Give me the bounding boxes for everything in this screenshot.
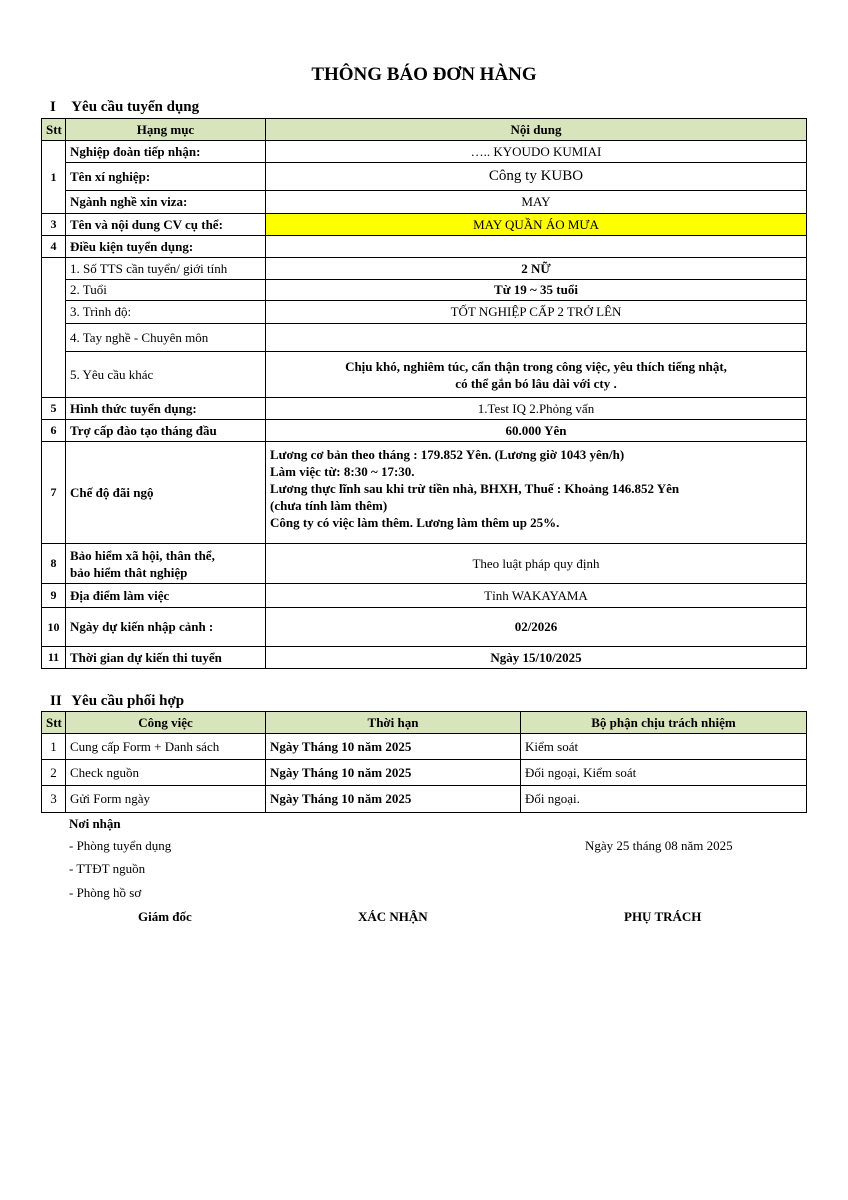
row-stt: 3 [42,214,66,236]
table-row [42,544,807,584]
row-label: Tên và nội dung CV cụ thể: [66,214,266,236]
header-stt: Stt [42,119,66,141]
row-label [66,544,266,584]
row-label: Địa điểm làm việc [66,584,266,608]
header-department: Bộ phận chịu trách nhiệm [521,712,807,734]
benefits-line: Lương thực lĩnh sau khi trừ tiền nhà, BHXH, Thuế : Khoảng 146.852 Yên [270,481,680,496]
row-value-highlighted: MAY QUẦN ÁO MƯA [266,214,807,236]
table-row [42,141,807,163]
row-stt-empty [42,258,66,398]
benefits-line: Công ty có việc làm thêm. Lương làm thêm up 25%. [270,515,560,530]
row-stt: 5 [42,398,66,420]
section-2-heading [50,693,184,710]
section-1-heading [50,99,199,116]
signature-director: Giám đốc [138,909,192,924]
row-value: 02/2026 [266,608,807,647]
recruitment-table [41,118,807,669]
header-content: Nội dung [266,119,807,141]
page-title: THÔNG BÁO ĐƠN HÀNG [311,64,537,85]
header-task: Công việc [66,712,266,734]
table-row [42,258,807,280]
row-deadline: Ngày Tháng 10 năm 2025 [266,786,521,813]
header-item: Hạng mục [66,119,266,141]
table-row [42,324,807,352]
row-value: 60.000 Yên [266,420,807,442]
row-label: Hình thức tuyển dụng: [66,398,266,420]
row-deadline: Ngày Tháng 10 năm 2025 [266,734,521,760]
row-value: Ngày 15/10/2025 [266,647,807,669]
row-label: 2. Tuổi [66,280,266,301]
row-deadline: Ngày Tháng 10 năm 2025 [266,760,521,786]
table-row [42,760,807,786]
row-value-line: Chịu khó, nghiêm túc, cẩn thận trong công việc, yêu thích tiếng nhật, [345,358,727,374]
table-row [42,584,807,608]
row-stt: 4 [42,236,66,258]
benefits-line: (chưa tính làm thêm) [270,498,388,513]
table-row [42,442,807,544]
row-label: 3. Trình độ: [66,301,266,324]
row-value [266,352,807,398]
signature-confirm: XÁC NHẬN [358,909,428,924]
header-stt: Stt [42,712,66,734]
table-row [42,647,807,669]
row-stt: 7 [42,442,66,544]
row-value: Theo luật pháp quy định [266,544,807,584]
row-value: MAY [266,191,807,214]
section-2-number: II [50,693,62,709]
row-value-line: có thể gắn bó lâu dài với cty . [455,375,617,391]
row-label-line: Bảo hiểm xã hội, thân thể, [70,547,215,563]
recipient-item: - TTĐT nguồn [69,861,146,876]
row-task: Cung cấp Form + Danh sách [66,734,266,760]
table-row [42,280,807,301]
document-date: Ngày 25 tháng 08 năm 2025 [585,838,733,853]
row-department: Kiểm soát [521,734,807,760]
section-1-label: Yêu cầu tuyển dụng [71,99,200,115]
row-stt: 9 [42,584,66,608]
row-value: 1.Test IQ 2.Phỏng vấn [266,398,807,420]
row-label: Ngày dự kiến nhập cảnh : [66,608,266,647]
row-stt: 6 [42,420,66,442]
table-row [42,163,807,191]
table-row [42,214,807,236]
row-department: Đối ngoại, Kiểm soát [521,760,807,786]
recipients-label: Nơi nhận [69,816,121,831]
row-label: Trợ cấp đào tạo tháng đầu [66,420,266,442]
row-label: Thời gian dự kiến thi tuyển [66,647,266,669]
row-label: Ngành nghề xin viza: [66,191,266,214]
row-stt: 10 [42,608,66,647]
row-label-line: bảo hiểm thât nghiệp [70,564,188,580]
row-department: Đối ngoại. [521,786,807,813]
row-task: Gửi Form ngày [66,786,266,813]
benefits-content [266,442,807,544]
row-label: Nghiệp đoàn tiếp nhận: [66,141,266,163]
row-value: 2 NỮ [266,258,807,280]
benefits-line: Làm việc từ: 8:30 ~ 17:30. [270,464,415,479]
table-row [42,301,807,324]
table-row [42,191,807,214]
row-stt: 2 [42,760,66,786]
recipient-item: - Phòng hồ sơ [69,885,142,900]
row-label: Điều kiện tuyển dụng: [66,236,266,258]
table-row [42,734,807,760]
row-label: Tên xí nghiệp: [66,163,266,191]
row-label: 1. Số TTS cần tuyển/ giới tính [66,258,266,280]
row-value: ….. KYOUDO KUMIAI [266,141,807,163]
table-row [42,398,807,420]
row-stt: 1 [42,141,66,214]
row-stt: 8 [42,544,66,584]
row-value: TỐT NGHIỆP CẤP 2 TRỞ LÊN [266,301,807,324]
row-label: 5. Yêu cầu khác [66,352,266,398]
row-stt: 3 [42,786,66,813]
table-row [42,786,807,813]
benefits-line: Lương cơ bản theo tháng : 179.852 Yên. (Lương giờ 1043 yên/h) [270,447,625,462]
row-label: 4. Tay nghề - Chuyên môn [66,324,266,352]
row-value [266,324,807,352]
row-value [266,236,807,258]
row-stt: 1 [42,734,66,760]
row-label: Chế độ đãi ngộ [66,442,266,544]
row-task: Check nguồn [66,760,266,786]
coordination-table [41,711,807,813]
row-value: Công ty KUBO [266,163,807,191]
table-row [42,352,807,398]
signature-in-charge: PHỤ TRÁCH [624,909,702,924]
section-1-number: I [50,99,56,115]
table-row [42,608,807,647]
row-value: Tỉnh WAKAYAMA [266,584,807,608]
table-row [42,236,807,258]
recipient-item: - Phòng tuyển dụng [69,838,172,853]
row-value: Từ 19 ~ 35 tuổi [266,280,807,301]
section-2-label: Yêu cầu phối hợp [71,693,185,709]
row-stt: 11 [42,647,66,669]
header-deadline: Thời hạn [266,712,521,734]
table-row [42,420,807,442]
